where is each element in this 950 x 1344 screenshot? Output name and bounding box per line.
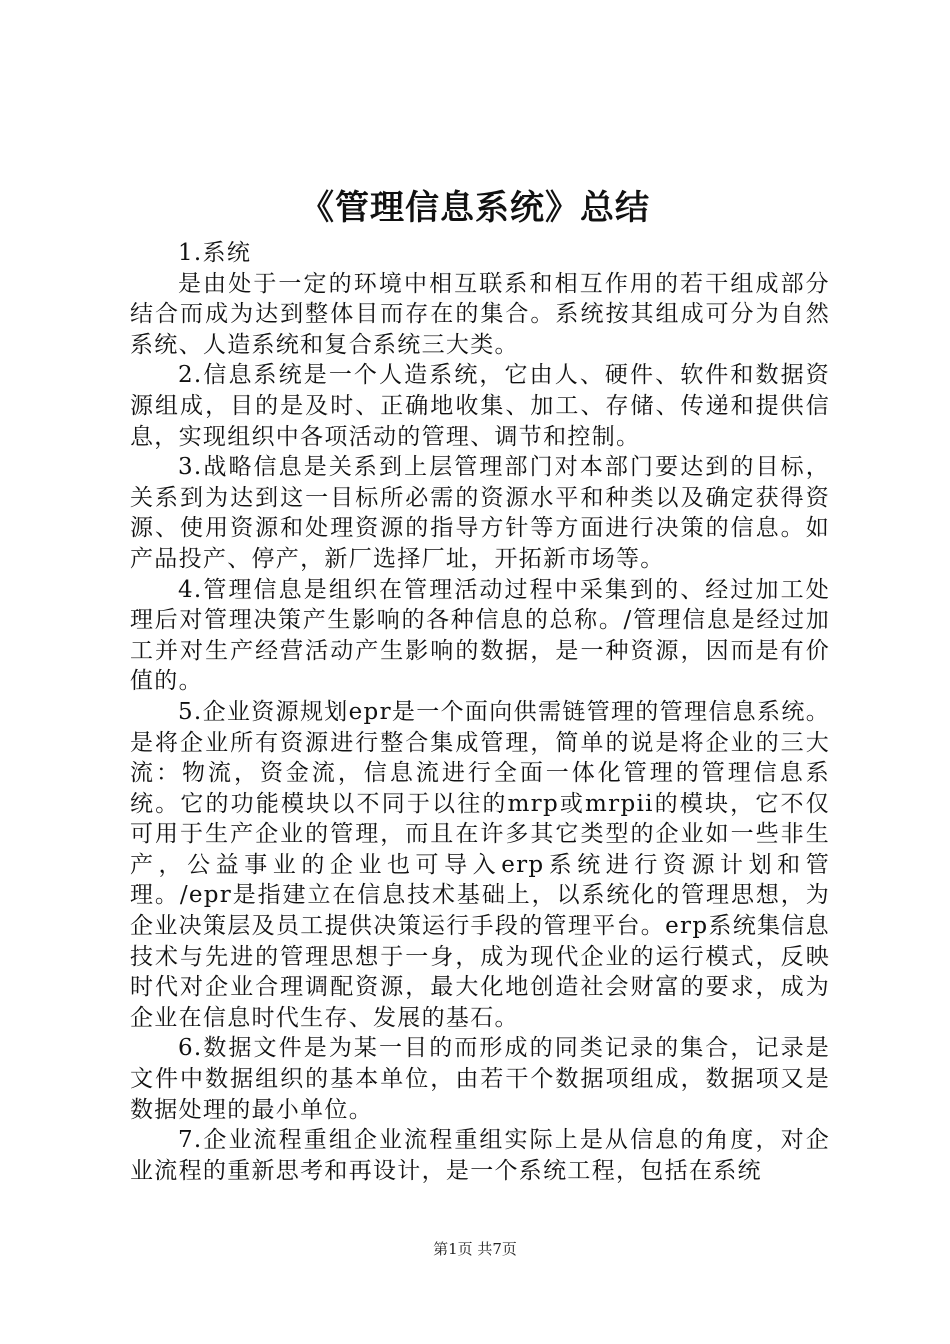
document-title: 《管理信息系统》总结 (300, 188, 650, 228)
paragraph-8: 7.企业流程重组企业流程重组实际上是从信息的角度，对企业流程的重新思考和再设计，是一个系统工程，包括在系统 (130, 1127, 830, 1184)
paragraph-3: 2.信息系统是一个人造系统，它由人、硬件、软件和数据资源组成，目的是及时、正确地收集、加工、存储、传递和提供信息，实现组织中各项活动的管理、调节和控制。 (130, 362, 830, 450)
paragraph-4: 3.战略信息是关系到上层管理部门对本部门要达到的目标，关系到为达到这一目标所必需的资源水平和种类以及确定获得资源、使用资源和处理资源的指导方针等方面进行决策的信息。如产品投产、停产，新厂选择厂址，开拓新市场等。 (130, 454, 830, 572)
paragraph-5: 4.管理信息是组织在管理活动过程中采集到的、经过加工处理后对管理决策产生影响的各种信息的总称。/管理信息是经过加工并对生产经营活动产生影响的数据，是一种资源，因而是有价值的。 (130, 576, 830, 695)
page-footer: 第1页 共7页 (433, 1240, 517, 1258)
paragraph-6: 5.企业资源规划epr是一个面向供需链管理的管理信息系统。是将企业所有资源进行整合集成管理，简单的说是将企业的三大流：物流，资金流，信息流进行全面一体化管理的管理信息系统。它的功能模块以不同于以往的mrp或mrpii的模块，它不仅可用于生产企业的管理，而且在许多其它类型的企业如一些非生产，公益事业的企业也可导入erp系统进行资源计划和管理。/epr是指建立在信息技术基础上，以系统化的管理思想，为企业决策层及员工提供决策运行手段的管理平台。erp系统集信息技术与先进的管理思想于一身，成为现代企业的运行模式，反映时代对企业合理调配资源，最大化地创造社会财富的要求，成为企业在信息时代生存、发展的基石。 (130, 698, 830, 1031)
document-body (130, 238, 830, 1186)
paragraph-2: 是由处于一定的环境中相互联系和相互作用的若干组成部分结合而成为达到整体目而存在的集合。系统按其组成可分为自然系统、人造系统和复合系统三大类。 (130, 270, 830, 358)
paragraph-1: 1.系统 (178, 240, 252, 266)
paragraph-7: 6.数据文件是为某一目的而形成的同类记录的集合，记录是文件中数据组织的基本单位，由若干个数据项组成，数据项又是数据处理的最小单位。 (130, 1035, 830, 1123)
